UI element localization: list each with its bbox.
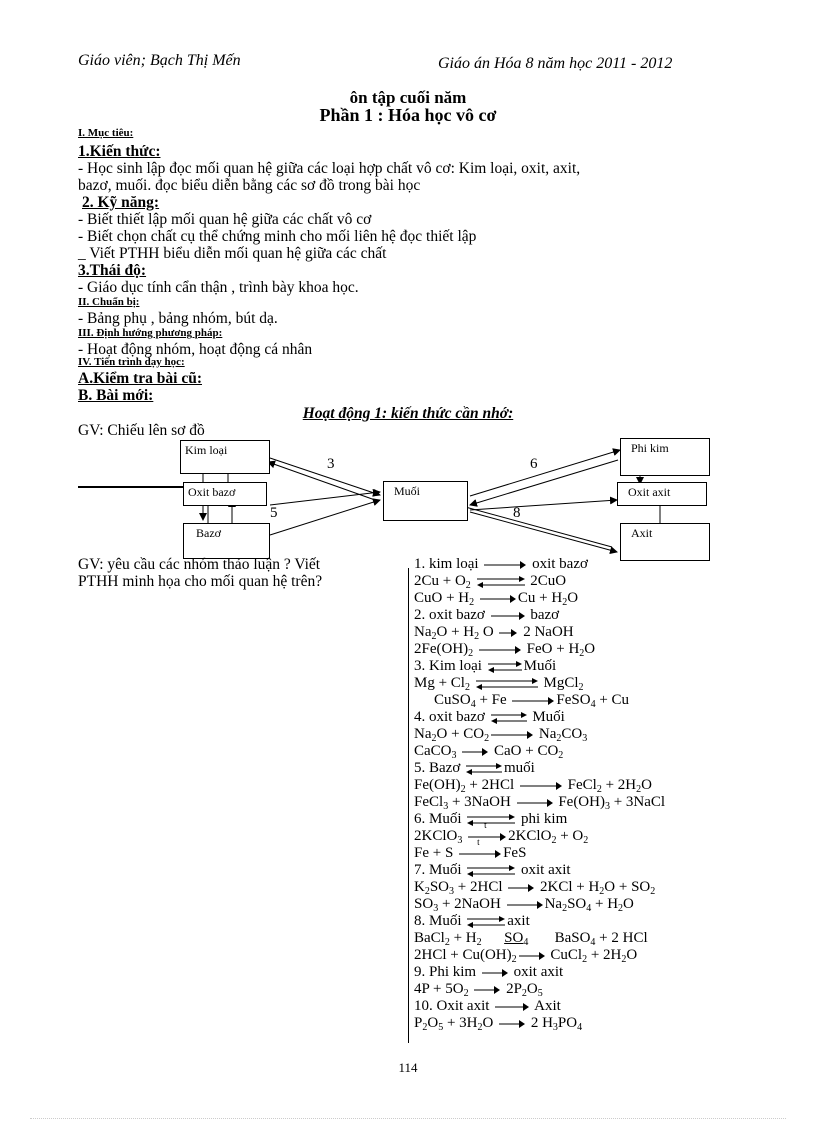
eq-4: 2. oxit bazơ bazơ: [414, 607, 560, 623]
kien-thuc-line2: bazơ, muối. đọc biểu diễn bằng các sơ đồ trong bài học: [78, 177, 421, 194]
eq-19: 7. Muối oxit axit: [414, 862, 571, 878]
ky-nang-line1: - Biết thiết lập mối quan hệ giữa các chất vô cơ: [78, 211, 372, 228]
node-kim-loai: Kim loại: [180, 440, 270, 474]
eq-27: 10. Oxit axit Axit: [414, 998, 561, 1014]
node-bazo: Bazơ: [183, 523, 270, 559]
eq-22: 8. Muối axit: [414, 913, 530, 929]
bai-moi-heading: B. Bài mới:: [78, 387, 154, 404]
arrow-muoi-oxitaxit: [470, 500, 617, 510]
label-3: 3: [327, 456, 335, 472]
eq-10: 4. oxit bazơ Muối: [414, 709, 565, 725]
eq-20: $K_2SO_3 + 2HCl$ $2KCl + H_2O + SO_2$: [414, 879, 656, 897]
eq-3: CuO + $H_2$ $Cu + H_2O$: [414, 590, 579, 608]
node-phi-kim: Phi kim: [620, 438, 710, 476]
arrow-axit-muoi: [458, 505, 612, 547]
column-divider: [408, 568, 409, 1043]
thai-do-line1: - Giáo dục tính cẩn thận , trình bày khoa học.: [78, 279, 359, 296]
chuan-bi-heading: II. Chuẩn bị:: [78, 296, 140, 308]
eq-8: $Mg + Cl_2$ MgCl$_2$: [414, 675, 584, 693]
eq-1: 1. kim loại oxit bazơ: [414, 556, 588, 572]
label-5: 5: [270, 505, 278, 521]
label-6: 6: [530, 456, 538, 472]
thai-do-heading: 3.Thái độ:: [78, 262, 147, 279]
node-muoi: Muối: [383, 481, 468, 521]
eq-15: FeCl$_3$ + 3NaOH $Fe(OH)_3$ + 3NaCl: [414, 794, 666, 812]
arrow-bazo-muoi: [270, 500, 380, 535]
question-line2: PTHH minh họa cho mối quan hệ trên?: [78, 573, 323, 590]
chuan-bi-line1: - Bảng phụ , bảng nhóm, bút dạ.: [78, 310, 278, 327]
ky-nang-line2: - Biết chọn chất cụ thể chứng minh cho mối liên hệ đọc thiết lập: [78, 228, 477, 245]
kien-thuc-heading: 1.Kiến thức:: [78, 143, 161, 160]
kiem-tra-heading: A.Kiểm tra bài cũ:: [78, 370, 202, 387]
eq-21: $SO_3$ + 2NaOH $Na_2SO_4 + H_2O$: [414, 896, 634, 914]
arrow-oxitbazo-muoi: [270, 492, 380, 505]
ky-nang-line3: _ Viết PTHH biểu diễn mối quan hệ giữa các chất: [78, 245, 387, 262]
eq-16: 6. Muối phi kim: [414, 811, 568, 827]
arrow-muoi-phikim: [470, 450, 620, 496]
ky-nang-heading: 2. Kỹ năng:: [82, 194, 160, 211]
page-number: 114: [398, 1060, 418, 1075]
eq-5: $Na_2O + H_2$ O 2 NaOH: [414, 624, 574, 642]
arrow-phikim-muoi: [470, 460, 618, 505]
tien-trinh-heading: IV. Tiến trình dạy học:: [78, 356, 185, 368]
eq-9: CuSO$_4$ + Fe FeSO$_4$ + Cu: [434, 692, 630, 710]
arrow-kimloai-muoi: [270, 458, 380, 495]
eq-28: $P_2O_5 + 3H_2O$ 2 $H_3PO_4$: [414, 1015, 583, 1033]
question-line1: GV: yêu cầu các nhóm thảo luận ? Viết: [78, 556, 321, 573]
node-axit: Axit: [620, 523, 710, 561]
eq-26: $4P + 5O_2$ $2P_2O_5$: [414, 981, 543, 999]
eq-11: $Na_2O + CO_2$ $Na_2CO_3$: [414, 726, 588, 744]
eq-2: $2Cu + O_2$ 2CuO: [414, 573, 567, 591]
teacher-name: Giáo viên; Bạch Thị Mến: [78, 52, 241, 69]
hoat-dong-heading: Hoạt động 1: kiến thức cần nhớ:: [302, 405, 514, 422]
arrow-muoi-axit: [470, 512, 617, 552]
gv-chieu: GV: Chiếu lên sơ đồ: [78, 422, 205, 439]
course-title: Giáo án Hóa 8 năm học 2011 - 2012: [438, 55, 673, 72]
page-title: ôn tập cuối năm: [349, 88, 467, 107]
footer-rule: [30, 1118, 786, 1119]
node-oxit-bazo: Oxit bazơ: [183, 482, 267, 506]
kien-thuc-line1: - Học sinh lập đọc mối quan hệ giữa các loại hợp chất vô cơ: Kim loại, oxit, axit,: [78, 160, 581, 177]
eq-18: Fe + S t FeS: [414, 837, 527, 861]
dinh-huong-heading: III. Định hướng phương pháp:: [78, 327, 223, 339]
muc-tieu-heading: I. Mục tiêu:: [78, 127, 134, 139]
label-8: 8: [513, 505, 521, 521]
eq-25: 9. Phi kim oxit axit: [414, 964, 564, 980]
eq-14: $Fe(OH)_2 + 2HCl$ FeCl$_2$ + $2H_2O$: [414, 777, 652, 795]
eq-7: 3. Kim loại Muối: [414, 658, 557, 674]
page-subtitle: Phần 1 : Hóa học vô cơ: [319, 105, 497, 125]
eq-6: $2Fe(OH)_2$ FeO + $H_2O$: [414, 641, 596, 659]
node-oxit-axit: Oxit axit: [617, 482, 707, 506]
eq-13: 5. Bazơ muối: [414, 760, 535, 776]
eq-23: BaCl$_2$ + $H_2$ $SO_4$ BaSO$_4$ + 2 HCl: [414, 930, 648, 948]
dinh-huong-line1: - Hoạt động nhóm, hoạt động cá nhân: [78, 341, 313, 358]
eq-12: CaCO$_3$ CaO + $CO_2$: [414, 743, 564, 761]
eq-24: $2HCl + Cu(OH)_2$ CuCl$_2$ + $2H_2O$: [414, 947, 638, 965]
eq-17: 2KClO$_3$ t 2KClO$_2$ + $O_2$: [414, 820, 589, 846]
